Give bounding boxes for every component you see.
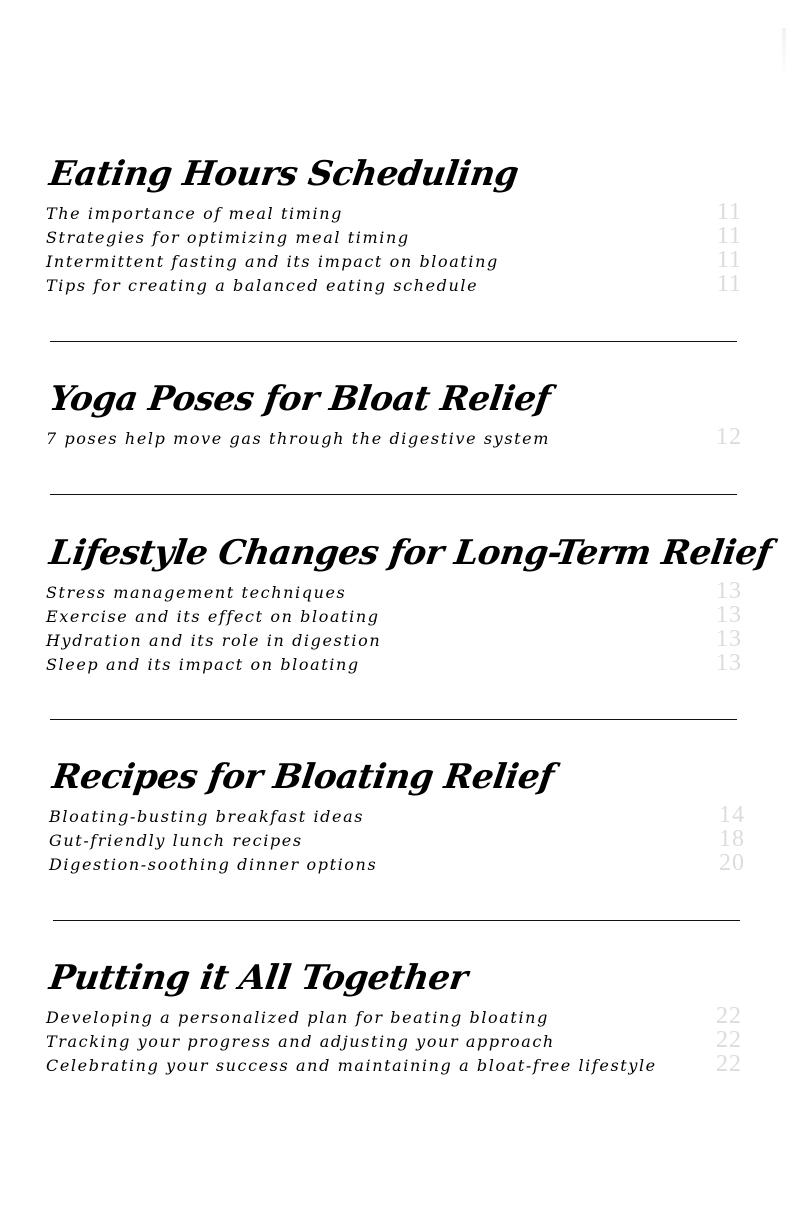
toc-entry[interactable] <box>46 1052 742 1076</box>
section-entries <box>46 425 742 449</box>
toc-entry-page-number: 11 <box>716 199 742 225</box>
toc-entry-page-number: 12 <box>716 424 742 450</box>
toc-entry[interactable] <box>49 827 745 851</box>
section-heading: Putting it All Together <box>46 958 470 998</box>
section-entries <box>46 1004 742 1076</box>
toc-section-recipes <box>49 755 745 875</box>
toc-entry-page-number: 13 <box>716 650 742 676</box>
toc-entry-title: Exercise and its effect on bloating <box>46 607 380 626</box>
toc-entry-title: Tips for creating a balanced eating schedule <box>46 276 479 295</box>
toc-section-putting-it-together <box>46 956 742 1076</box>
page-edge-shadow <box>782 28 786 78</box>
toc-entry-page-number: 22 <box>716 1003 742 1029</box>
toc-entry[interactable] <box>46 425 742 449</box>
section-entries <box>49 803 745 875</box>
toc-entry[interactable] <box>46 579 742 603</box>
toc-entry-page-number: 11 <box>716 271 742 297</box>
section-divider <box>50 719 737 720</box>
toc-entry-title: Hydration and its role in digestion <box>46 631 382 650</box>
toc-entry[interactable] <box>49 851 745 875</box>
toc-entry-page-number: 13 <box>716 578 742 604</box>
toc-entry[interactable] <box>46 248 742 272</box>
toc-entry[interactable] <box>46 272 742 296</box>
toc-entry-page-number: 20 <box>719 850 745 876</box>
section-entries <box>46 200 742 296</box>
toc-entry-title: Tracking your progress and adjusting your approach <box>46 1032 555 1051</box>
section-heading: Eating Hours Scheduling <box>46 154 521 194</box>
toc-entry[interactable] <box>49 803 745 827</box>
toc-entry[interactable] <box>46 200 742 224</box>
toc-section-yoga-poses <box>46 377 742 449</box>
toc-entry-page-number: 13 <box>716 602 742 628</box>
toc-entry-title: Digestion-soothing dinner options <box>49 855 378 874</box>
toc-entry-page-number: 18 <box>719 826 745 852</box>
section-divider <box>50 341 737 342</box>
toc-entry[interactable] <box>46 1028 742 1052</box>
toc-entry[interactable] <box>46 627 742 651</box>
toc-entry-page-number: 14 <box>719 802 745 828</box>
toc-entry-page-number: 11 <box>716 247 742 273</box>
toc-entry-title: Developing a personalized plan for beating bloating <box>46 1008 549 1027</box>
toc-entry-page-number: 11 <box>716 223 742 249</box>
section-entries <box>46 579 742 675</box>
toc-entry[interactable] <box>46 603 742 627</box>
toc-entry[interactable] <box>46 651 742 675</box>
toc-entry-title: Gut-friendly lunch recipes <box>49 831 303 850</box>
toc-entry-title: Strategies for optimizing meal timing <box>46 228 410 247</box>
section-divider <box>50 494 737 495</box>
toc-section-eating-hours <box>46 152 742 296</box>
toc-entry-title: 7 poses help move gas through the digestive system <box>46 429 551 448</box>
section-heading: Lifestyle Changes for Long-Term Relief <box>46 533 774 573</box>
section-heading: Yoga Poses for Bloat Relief <box>46 379 553 419</box>
toc-entry-page-number: 13 <box>716 626 742 652</box>
toc-entry-title: Intermittent fasting and its impact on bloating <box>46 252 499 271</box>
toc-entry-page-number: 22 <box>716 1051 742 1077</box>
toc-entry-page-number: 22 <box>716 1027 742 1053</box>
toc-entry-title: Bloating-busting breakfast ideas <box>49 807 365 826</box>
toc-entry-title: Stress management techniques <box>46 583 347 602</box>
toc-entry[interactable] <box>46 1004 742 1028</box>
toc-entry-title: Sleep and its impact on bloating <box>46 655 360 674</box>
toc-section-lifestyle-changes <box>46 531 774 676</box>
toc-entry-title: Celebrating your success and maintaining a bloat-free lifestyle <box>46 1056 657 1075</box>
section-divider <box>53 920 740 921</box>
toc-entry-title: The importance of meal timing <box>46 204 343 223</box>
toc-entry[interactable] <box>46 224 742 248</box>
section-heading: Recipes for Bloating Relief <box>49 757 557 797</box>
